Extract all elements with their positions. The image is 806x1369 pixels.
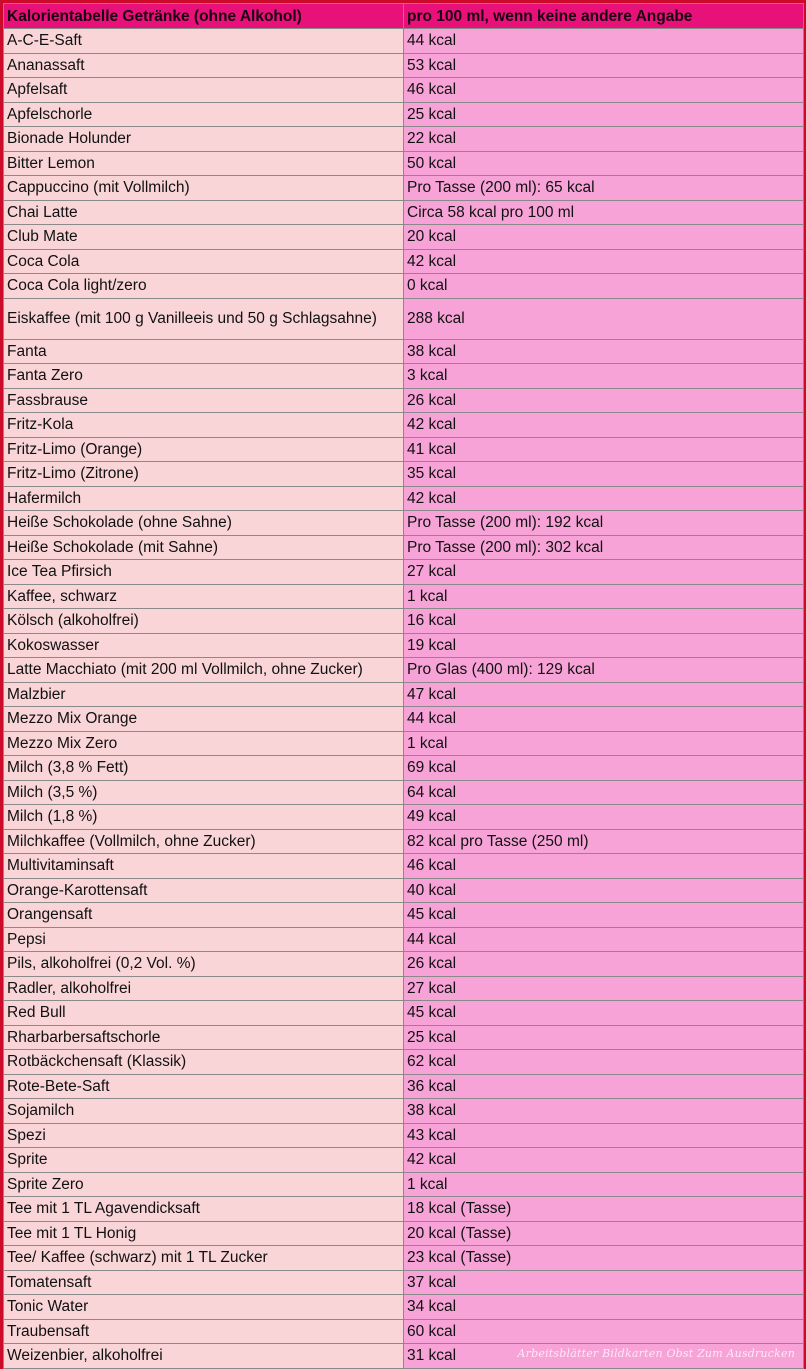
- table-row: [4, 609, 804, 634]
- table-row: [4, 805, 804, 830]
- calorie-value-cell: 26 kcal: [404, 388, 804, 413]
- drink-name-cell: Weizenbier, alkoholfrei: [4, 1344, 404, 1369]
- drink-name-cell: Milchkaffee (Vollmilch, ohne Zucker): [4, 829, 404, 854]
- table-row: [4, 274, 804, 299]
- drink-name-cell: Coca Cola: [4, 249, 404, 274]
- table-row: [4, 976, 804, 1001]
- calorie-value-cell: 25 kcal: [404, 1025, 804, 1050]
- drink-name-cell: Pils, alkoholfrei (0,2 Vol. %): [4, 952, 404, 977]
- table-row: [4, 560, 804, 585]
- table-row: [4, 413, 804, 438]
- calorie-value-cell: 18 kcal (Tasse): [404, 1197, 804, 1222]
- calorie-value-cell: 27 kcal: [404, 976, 804, 1001]
- drink-name-cell: Rotbäckchensaft (Klassik): [4, 1050, 404, 1075]
- header-calories: pro 100 ml, wenn keine andere Angabe: [404, 4, 804, 29]
- table-row: [4, 1319, 804, 1344]
- drink-name-cell: Fanta Zero: [4, 364, 404, 389]
- drink-name-cell: Red Bull: [4, 1001, 404, 1026]
- table-row: [4, 682, 804, 707]
- table-row: [4, 364, 804, 389]
- calorie-value-cell: Circa 58 kcal pro 100 ml: [404, 200, 804, 225]
- table-row: [4, 731, 804, 756]
- calorie-table: [3, 3, 804, 1369]
- drink-name-cell: A-C-E-Saft: [4, 29, 404, 54]
- drink-name-cell: Fritz-Kola: [4, 413, 404, 438]
- drink-name-cell: Fanta: [4, 339, 404, 364]
- drink-name-cell: Kaffee, schwarz: [4, 584, 404, 609]
- calorie-value-cell: 53 kcal: [404, 53, 804, 78]
- calorie-value-cell: 49 kcal: [404, 805, 804, 830]
- table-row: [4, 535, 804, 560]
- drink-name-cell: Ananassaft: [4, 53, 404, 78]
- table-row: [4, 756, 804, 781]
- table-body: [4, 29, 804, 1369]
- drink-name-cell: Spezi: [4, 1123, 404, 1148]
- calorie-value-cell: 45 kcal: [404, 903, 804, 928]
- calorie-value-cell: 44 kcal: [404, 927, 804, 952]
- table-row: [4, 1025, 804, 1050]
- drink-name-cell: Coca Cola light/zero: [4, 274, 404, 299]
- calorie-value-cell: 42 kcal: [404, 486, 804, 511]
- drink-name-cell: Kokoswasser: [4, 633, 404, 658]
- calorie-value-cell: 20 kcal: [404, 225, 804, 250]
- table-row: [4, 780, 804, 805]
- calorie-value-cell: 50 kcal: [404, 151, 804, 176]
- table-row: [4, 339, 804, 364]
- calorie-value-cell: 38 kcal: [404, 1099, 804, 1124]
- table-row: [4, 1246, 804, 1271]
- calorie-value-cell: 1 kcal: [404, 584, 804, 609]
- drink-name-cell: Sprite: [4, 1148, 404, 1173]
- calorie-value-cell: 19 kcal: [404, 633, 804, 658]
- drink-name-cell: Tee mit 1 TL Honig: [4, 1221, 404, 1246]
- table-row: [4, 1270, 804, 1295]
- calorie-value-cell: 82 kcal pro Tasse (250 ml): [404, 829, 804, 854]
- drink-name-cell: Cappuccino (mit Vollmilch): [4, 176, 404, 201]
- calorie-value-cell: 1 kcal: [404, 1172, 804, 1197]
- table-row: [4, 298, 804, 339]
- drink-name-cell: Kölsch (alkoholfrei): [4, 609, 404, 634]
- calorie-value-cell: 22 kcal: [404, 127, 804, 152]
- table-row: [4, 1197, 804, 1222]
- calorie-value-cell: 62 kcal: [404, 1050, 804, 1075]
- drink-name-cell: Milch (3,5 %): [4, 780, 404, 805]
- drink-name-cell: Tomatensaft: [4, 1270, 404, 1295]
- table-row: [4, 584, 804, 609]
- calorie-value-cell: 34 kcal: [404, 1295, 804, 1320]
- calorie-value-cell: 45 kcal: [404, 1001, 804, 1026]
- table-row: [4, 854, 804, 879]
- calorie-value-cell: 26 kcal: [404, 952, 804, 977]
- table-row: [4, 388, 804, 413]
- table-row: [4, 1050, 804, 1075]
- table-row: [4, 1123, 804, 1148]
- calorie-value-cell: 36 kcal: [404, 1074, 804, 1099]
- drink-name-cell: Tonic Water: [4, 1295, 404, 1320]
- drink-name-cell: Chai Latte: [4, 200, 404, 225]
- table-row: [4, 53, 804, 78]
- calorie-value-cell: 288 kcal: [404, 298, 804, 339]
- table-row: [4, 1099, 804, 1124]
- table-row: [4, 903, 804, 928]
- drink-name-cell: Eiskaffee (mit 100 g Vanilleeis und 50 g Schlagsahne): [4, 298, 404, 339]
- drink-name-cell: Pepsi: [4, 927, 404, 952]
- calorie-value-cell: 42 kcal: [404, 1148, 804, 1173]
- drink-name-cell: Malzbier: [4, 682, 404, 707]
- table-row: [4, 225, 804, 250]
- calorie-value-cell: Pro Glas (400 ml): 129 kcal: [404, 658, 804, 683]
- calorie-value-cell: 47 kcal: [404, 682, 804, 707]
- table-row: [4, 78, 804, 103]
- table-row: [4, 486, 804, 511]
- drink-name-cell: Ice Tea Pfirsich: [4, 560, 404, 585]
- table-row: [4, 151, 804, 176]
- drink-name-cell: Milch (1,8 %): [4, 805, 404, 830]
- table-row: [4, 1295, 804, 1320]
- calorie-value-cell: 27 kcal: [404, 560, 804, 585]
- calorie-value-cell: 44 kcal: [404, 707, 804, 732]
- calorie-value-cell: 16 kcal: [404, 609, 804, 634]
- table-row: [4, 1172, 804, 1197]
- drink-name-cell: Apfelsaft: [4, 78, 404, 103]
- drink-name-cell: Mezzo Mix Orange: [4, 707, 404, 732]
- calorie-value-cell: 20 kcal (Tasse): [404, 1221, 804, 1246]
- table-row: [4, 952, 804, 977]
- table-row: [4, 437, 804, 462]
- drink-name-cell: Orange-Karottensaft: [4, 878, 404, 903]
- table-row: [4, 1074, 804, 1099]
- calorie-value-cell: 23 kcal (Tasse): [404, 1246, 804, 1271]
- drink-name-cell: Heiße Schokolade (mit Sahne): [4, 535, 404, 560]
- drink-name-cell: Tee/ Kaffee (schwarz) mit 1 TL Zucker: [4, 1246, 404, 1271]
- calorie-value-cell: 25 kcal: [404, 102, 804, 127]
- calorie-value-cell: 3 kcal: [404, 364, 804, 389]
- calorie-value-cell: 69 kcal: [404, 756, 804, 781]
- header-drink: Kalorientabelle Getränke (ohne Alkohol): [4, 4, 404, 29]
- calorie-value-cell: 41 kcal: [404, 437, 804, 462]
- drink-name-cell: Sprite Zero: [4, 1172, 404, 1197]
- drink-name-cell: Sojamilch: [4, 1099, 404, 1124]
- calorie-value-cell: 46 kcal: [404, 854, 804, 879]
- table-row: [4, 927, 804, 952]
- calorie-value-cell: 44 kcal: [404, 29, 804, 54]
- drink-name-cell: Rote-Bete-Saft: [4, 1074, 404, 1099]
- calorie-value-cell: 38 kcal: [404, 339, 804, 364]
- drink-name-cell: Traubensaft: [4, 1319, 404, 1344]
- watermark: Arbeitsblätter Bildkarten Obst Zum Ausdrucken: [517, 1347, 795, 1360]
- drink-name-cell: Bitter Lemon: [4, 151, 404, 176]
- calorie-value-cell: 0 kcal: [404, 274, 804, 299]
- calorie-value-cell: 60 kcal: [404, 1319, 804, 1344]
- table-row: [4, 658, 804, 683]
- calorie-value-cell: 42 kcal: [404, 413, 804, 438]
- calorie-value-cell: 31 kcal: [404, 1344, 804, 1369]
- drink-name-cell: Fritz-Limo (Orange): [4, 437, 404, 462]
- table-row: [4, 878, 804, 903]
- drink-name-cell: Mezzo Mix Zero: [4, 731, 404, 756]
- calorie-value-cell: 43 kcal: [404, 1123, 804, 1148]
- calorie-value-cell: 40 kcal: [404, 878, 804, 903]
- calorie-value-cell: Pro Tasse (200 ml): 302 kcal: [404, 535, 804, 560]
- drink-name-cell: Hafermilch: [4, 486, 404, 511]
- table-row: [4, 707, 804, 732]
- drink-name-cell: Bionade Holunder: [4, 127, 404, 152]
- calorie-value-cell: 46 kcal: [404, 78, 804, 103]
- drink-name-cell: Heiße Schokolade (ohne Sahne): [4, 511, 404, 536]
- calorie-value-cell: Pro Tasse (200 ml): 65 kcal: [404, 176, 804, 201]
- calorie-value-cell: Pro Tasse (200 ml): 192 kcal: [404, 511, 804, 536]
- calorie-value-cell: 64 kcal: [404, 780, 804, 805]
- table-row: [4, 29, 804, 54]
- table-row: [4, 102, 804, 127]
- table-row: [4, 176, 804, 201]
- drink-name-cell: Radler, alkoholfrei: [4, 976, 404, 1001]
- calorie-value-cell: 42 kcal: [404, 249, 804, 274]
- drink-name-cell: Milch (3,8 % Fett): [4, 756, 404, 781]
- table-row: [4, 127, 804, 152]
- table-row: [4, 249, 804, 274]
- table-row: [4, 1221, 804, 1246]
- table-row: [4, 462, 804, 487]
- drink-name-cell: Multivitaminsaft: [4, 854, 404, 879]
- calorie-value-cell: 1 kcal: [404, 731, 804, 756]
- drink-name-cell: Fassbrause: [4, 388, 404, 413]
- drink-name-cell: Club Mate: [4, 225, 404, 250]
- drink-name-cell: Fritz-Limo (Zitrone): [4, 462, 404, 487]
- drink-name-cell: Rharbarbersaftschorle: [4, 1025, 404, 1050]
- drink-name-cell: Orangensaft: [4, 903, 404, 928]
- drink-name-cell: Tee mit 1 TL Agavendicksaft: [4, 1197, 404, 1222]
- table-row: [4, 511, 804, 536]
- table-row: [4, 1001, 804, 1026]
- calorie-value-cell: 35 kcal: [404, 462, 804, 487]
- table-row: [4, 633, 804, 658]
- table-row: [4, 1148, 804, 1173]
- drink-name-cell: Latte Macchiato (mit 200 ml Vollmilch, ohne Zucker): [4, 658, 404, 683]
- table-header-row: [4, 4, 804, 29]
- drink-name-cell: Apfelschorle: [4, 102, 404, 127]
- table-row: [4, 829, 804, 854]
- table-row: [4, 200, 804, 225]
- calorie-value-cell: 37 kcal: [404, 1270, 804, 1295]
